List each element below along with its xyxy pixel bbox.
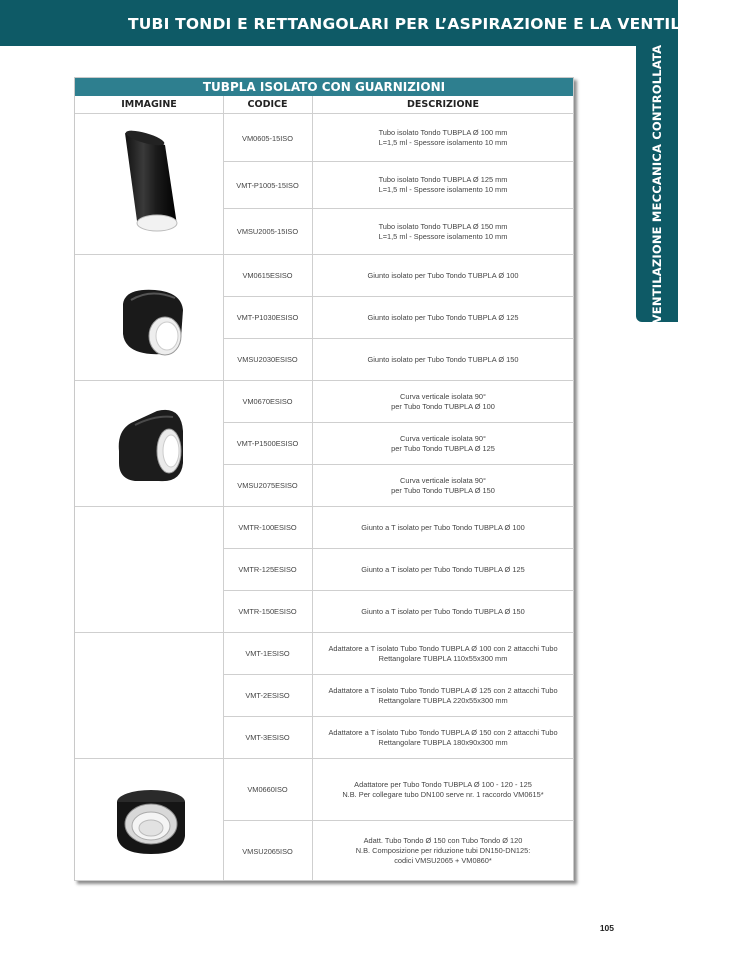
product-code: VMSU2065ISO (242, 846, 293, 856)
column-divider (312, 96, 313, 880)
product-code: VMTR-125ESISO (238, 565, 297, 574)
table-row (223, 717, 574, 759)
product-description: Tubo isolato Tondo TUBPLA Ø 150 mm L=1,5 ml - Spessore isolamento 10 mm (378, 221, 508, 241)
table-row (223, 209, 574, 255)
column-header-image: IMMAGINE (75, 96, 223, 114)
table-row (223, 162, 574, 209)
table-row (223, 255, 574, 297)
product-code: VM0670ESISO (242, 397, 293, 406)
product-description: Giunto a T isolato per Tubo Tondo TUBPLA Ø 125 (361, 564, 525, 574)
product-code: VM0605-15ISO (242, 133, 293, 143)
product-code: VMSU2005-15ISO (236, 227, 299, 236)
product-code: VMSU2075ESISO (237, 481, 298, 490)
image-group-tee (75, 507, 223, 633)
side-section-label: VENTILAZIONE MECCANICA CONTROLLATA (650, 44, 664, 324)
table-row (223, 115, 574, 162)
table-row (223, 549, 574, 591)
page-number: 105 (599, 923, 614, 933)
product-table (74, 77, 574, 881)
column-header-code: CODICE (223, 96, 312, 114)
table-row (223, 381, 574, 423)
product-description: Giunto isolato per Tubo Tondo TUBPLA Ø 150 (367, 354, 519, 364)
image-group-adapter (75, 759, 223, 881)
product-description: Tubo isolato Tondo TUBPLA Ø 100 mm L=1,5 ml - Spessore isolamento 10 mm (378, 128, 508, 147)
product-code: VMT-P1005-15ISO (236, 180, 299, 190)
product-code: VMT-1ESISO (245, 649, 290, 658)
column-divider (223, 96, 224, 880)
product-description: Curva verticale isolata 90° per Tubo Tondo TUBPLA Ø 100 (391, 391, 495, 411)
table-row (223, 633, 574, 675)
product-description: Giunto a T isolato per Tubo Tondo TUBPLA Ø 100 (361, 522, 525, 532)
image-group-curve (75, 381, 223, 507)
table-row (223, 465, 574, 507)
product-description: Adattatore a T isolato Tubo Tondo TUBPLA Ø 100 con 2 attacchi Tubo Rettangolare TUBPLA 110x55x300 mm (328, 643, 558, 663)
image-group-tube (75, 115, 223, 255)
product-description: Adatt. Tubo Tondo Ø 150 con Tubo Tondo Ø 120 N.B. Composizione per riduzione tubi DN150-DN125: codici VMSU2065 + VM0860* (355, 836, 531, 865)
page-title: TUBI TONDI E RETTANGOLARI PER L’ASPIRAZIONE E LA VENTILAZIONE (128, 15, 747, 33)
product-code: VMT-P1500ESISO (236, 439, 299, 448)
table-row (223, 297, 574, 339)
table-row (223, 675, 574, 717)
insulated-joint-image (115, 280, 191, 360)
insulated-tube-image (115, 125, 185, 245)
product-description: Adattatore per Tubo Tondo TUBPLA Ø 100 - 120 - 125 N.B. Per collegare tubo DN100 serve nr. 1 raccordo VM0615* (342, 779, 544, 799)
header-bar (0, 0, 747, 46)
table-row (223, 821, 574, 881)
product-code: VM0615ESISO (242, 271, 293, 280)
table-row (223, 507, 574, 549)
product-code: VMTR-150ESISO (238, 607, 297, 616)
product-code: VMT-P1030ESISO (236, 313, 299, 322)
product-description: Tubo isolato Tondo TUBPLA Ø 125 mm L=1,5 ml - Spessore isolamento 10 mm (378, 175, 508, 194)
product-description: Giunto isolato per Tubo Tondo TUBPLA Ø 100 (367, 270, 519, 280)
table-title: TUBPLA ISOLATO CON GUARNIZIONI (75, 78, 573, 96)
image-group-adapter-tee (75, 633, 223, 759)
product-code: VM0660ISO (247, 785, 288, 794)
product-code: VMT-2ESISO (245, 691, 290, 700)
product-description: Curva verticale isolata 90° per Tubo Tondo TUBPLA Ø 125 (391, 433, 495, 453)
product-code: VMTR-100ESISO (238, 523, 297, 532)
insulated-adapter-image (111, 784, 191, 859)
table-row (223, 759, 574, 821)
table-row (223, 423, 574, 465)
insulated-curve-image (111, 401, 191, 487)
image-group-joint (75, 255, 223, 381)
product-description: Adattatore a T isolato Tubo Tondo TUBPLA Ø 125 con 2 attacchi Tubo Rettangolare TUBPLA 220x55x300 mm (328, 685, 558, 705)
product-description: Giunto isolato per Tubo Tondo TUBPLA Ø 125 (367, 312, 519, 322)
product-description: Adattatore a T isolato Tubo Tondo TUBPLA Ø 150 con 2 attacchi Tubo Rettangolare TUBPLA 180x90x300 mm (328, 727, 558, 747)
table-row (223, 591, 574, 633)
column-header-description: DESCRIZIONE (312, 96, 574, 114)
side-section-tab (636, 46, 678, 322)
product-description: Curva verticale isolata 90° per Tubo Tondo TUBPLA Ø 150 (391, 475, 495, 495)
product-description: Giunto a T isolato per Tubo Tondo TUBPLA Ø 150 (361, 606, 525, 616)
table-row (223, 339, 574, 381)
product-code: VMSU2030ESISO (237, 355, 298, 364)
product-code: VMT-3ESISO (245, 733, 290, 742)
